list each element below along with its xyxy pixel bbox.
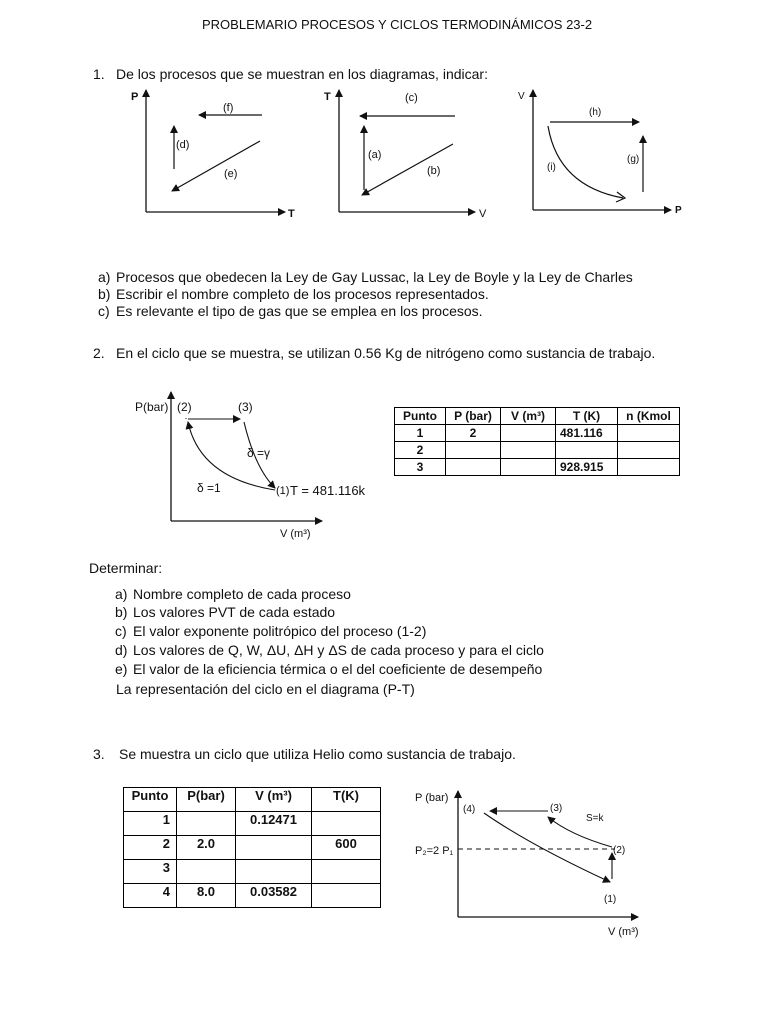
y-axis-label: T xyxy=(324,91,331,103)
header-cell: P(bar) xyxy=(177,788,236,812)
label-d: (d) xyxy=(176,139,190,151)
label-a: (a) xyxy=(368,149,382,161)
table-cell: 4 xyxy=(124,884,177,908)
delta-one-label: δ =1 xyxy=(197,481,221,495)
diagram-problem-2 xyxy=(130,388,380,543)
table-cell xyxy=(236,836,312,860)
problem-2-number: 2. xyxy=(93,345,105,361)
table-header-row xyxy=(124,788,381,812)
table-cell xyxy=(312,812,381,836)
table-row xyxy=(124,860,381,884)
x-axis-label: V (m³) xyxy=(608,926,639,938)
q2-extra: La representación del ciclo en el diagrama (P-T) xyxy=(116,681,415,697)
header-cell: V (m³) xyxy=(236,788,312,812)
q1b-letter: b) xyxy=(98,286,111,302)
table-cell: 1 xyxy=(124,812,177,836)
q2e-letter: e) xyxy=(115,661,128,677)
problem-3-number: 3. xyxy=(93,746,105,762)
header-cell: V (m³) xyxy=(501,408,556,425)
table-cell: 2 xyxy=(124,836,177,860)
x-axis-label: P xyxy=(675,205,682,216)
problem-3-prompt: Se muestra un ciclo que utiliza Helio como sustancia de trabajo. xyxy=(119,746,516,762)
diagram-v-p xyxy=(513,86,688,222)
table-cell: 0.03582 xyxy=(236,884,312,908)
point-1-label: (1) xyxy=(604,894,617,905)
determinar-heading: Determinar: xyxy=(89,560,163,576)
header-cell: T(K) xyxy=(312,788,381,812)
header-cell: T (K) xyxy=(556,408,618,425)
table-problem-3 xyxy=(123,787,381,908)
table-cell: 1 xyxy=(395,425,446,442)
table-cell: 8.0 xyxy=(177,884,236,908)
pressure-relation-label: P₂=2 P₁ xyxy=(415,845,454,857)
point-3-label: (3) xyxy=(550,803,563,814)
q1a-text: Procesos que obedecen la Ley de Gay Lussac, la Ley de Boyle y la Ley de Charles xyxy=(116,269,633,285)
q1c-text: Es relevante el tipo de gas que se emplea en los procesos. xyxy=(116,303,483,319)
label-c: (c) xyxy=(405,92,418,104)
table-cell: 2.0 xyxy=(177,836,236,860)
diagram-problem-3 xyxy=(410,785,660,945)
q1a-letter: a) xyxy=(98,269,111,285)
temperature-label: T = 481.116k xyxy=(290,483,366,498)
table-cell: 3 xyxy=(124,860,177,884)
problem-1-number: 1. xyxy=(93,66,105,82)
x-axis-label: V (m³) xyxy=(280,528,311,540)
table-cell: 0.12471 xyxy=(236,812,312,836)
header-cell: n (Kmol xyxy=(618,408,680,425)
y-axis-label: P (bar) xyxy=(415,792,449,804)
table-cell xyxy=(446,442,501,459)
table-cell: 2 xyxy=(446,425,501,442)
y-axis-label: V xyxy=(518,91,525,102)
point-1-label: (1) xyxy=(276,485,290,497)
q2c-text: El valor exponente politrópico del proceso (1-2) xyxy=(133,623,427,639)
label-h: (h) xyxy=(589,107,602,118)
table-cell xyxy=(618,442,680,459)
q2e-text: El valor de la eficiencia térmica o el del coeficiente de desempeño xyxy=(133,661,543,677)
table-cell xyxy=(312,860,381,884)
q2d-text: Los valores de Q, W, ΔU, ΔH y ΔS de cada proceso y para el ciclo xyxy=(133,642,544,658)
diagram-p-t xyxy=(125,86,295,222)
table-cell: 481.116 xyxy=(556,425,618,442)
table-cell: 600 xyxy=(312,836,381,860)
table-row xyxy=(395,442,680,459)
table-cell xyxy=(446,459,501,476)
q2a-letter: a) xyxy=(115,586,128,602)
q2b-letter: b) xyxy=(115,604,128,620)
table-problem-2 xyxy=(394,407,680,476)
x-axis-label: T xyxy=(288,208,295,220)
table-cell xyxy=(618,425,680,442)
problem-1-prompt: De los procesos que se muestran en los diagramas, indicar: xyxy=(116,66,488,82)
q1b-text: Escribir el nombre completo de los procesos representados. xyxy=(116,286,489,302)
table-row xyxy=(124,884,381,908)
header-cell: P (bar) xyxy=(446,408,501,425)
q2d-letter: d) xyxy=(115,642,128,658)
point-2-label: (2) xyxy=(613,845,626,856)
label-i: (i) xyxy=(547,162,556,173)
q2c-letter: c) xyxy=(115,623,127,639)
table-cell xyxy=(177,812,236,836)
table-cell xyxy=(618,459,680,476)
table-cell xyxy=(312,884,381,908)
table-cell xyxy=(236,860,312,884)
table-cell: 928.915 xyxy=(556,459,618,476)
table-row xyxy=(395,459,680,476)
q1c-letter: c) xyxy=(98,303,110,319)
label-e: (e) xyxy=(224,168,238,180)
table-cell xyxy=(501,425,556,442)
point-3-label: (3) xyxy=(238,400,253,414)
table-cell xyxy=(556,442,618,459)
table-cell: 3 xyxy=(395,459,446,476)
isentropic-label: S=k xyxy=(586,813,604,824)
header-cell: Punto xyxy=(395,408,446,425)
table-cell: 2 xyxy=(395,442,446,459)
x-axis-label: V xyxy=(479,208,487,220)
page-title: PROBLEMARIO PROCESOS Y CICLOS TERMODINÁMICOS 23-2 xyxy=(202,17,593,32)
problem-2-prompt: En el ciclo que se muestra, se utilizan 0.56 Kg de nitrógeno como sustancia de trabajo. xyxy=(116,345,656,361)
header-cell: Punto xyxy=(124,788,177,812)
q2a-text: Nombre completo de cada proceso xyxy=(133,586,351,602)
table-row xyxy=(124,836,381,860)
y-axis-label: P xyxy=(131,91,139,103)
process-i-curve xyxy=(548,126,623,198)
table-row xyxy=(124,812,381,836)
table-header-row xyxy=(395,408,680,425)
point-2-label: (2) xyxy=(177,400,192,414)
label-g: (g) xyxy=(627,154,640,165)
label-f: (f) xyxy=(223,102,234,114)
table-row xyxy=(395,425,680,442)
table-cell xyxy=(501,459,556,476)
table-cell xyxy=(177,860,236,884)
point-4-label: (4) xyxy=(463,804,476,815)
diagram-t-v xyxy=(320,86,495,222)
table-cell xyxy=(501,442,556,459)
q2b-text: Los valores PVT de cada estado xyxy=(133,604,336,620)
label-b: (b) xyxy=(427,165,441,177)
delta-gamma-label: δ =γ xyxy=(247,446,271,460)
y-axis-label: P(bar) xyxy=(135,400,169,414)
